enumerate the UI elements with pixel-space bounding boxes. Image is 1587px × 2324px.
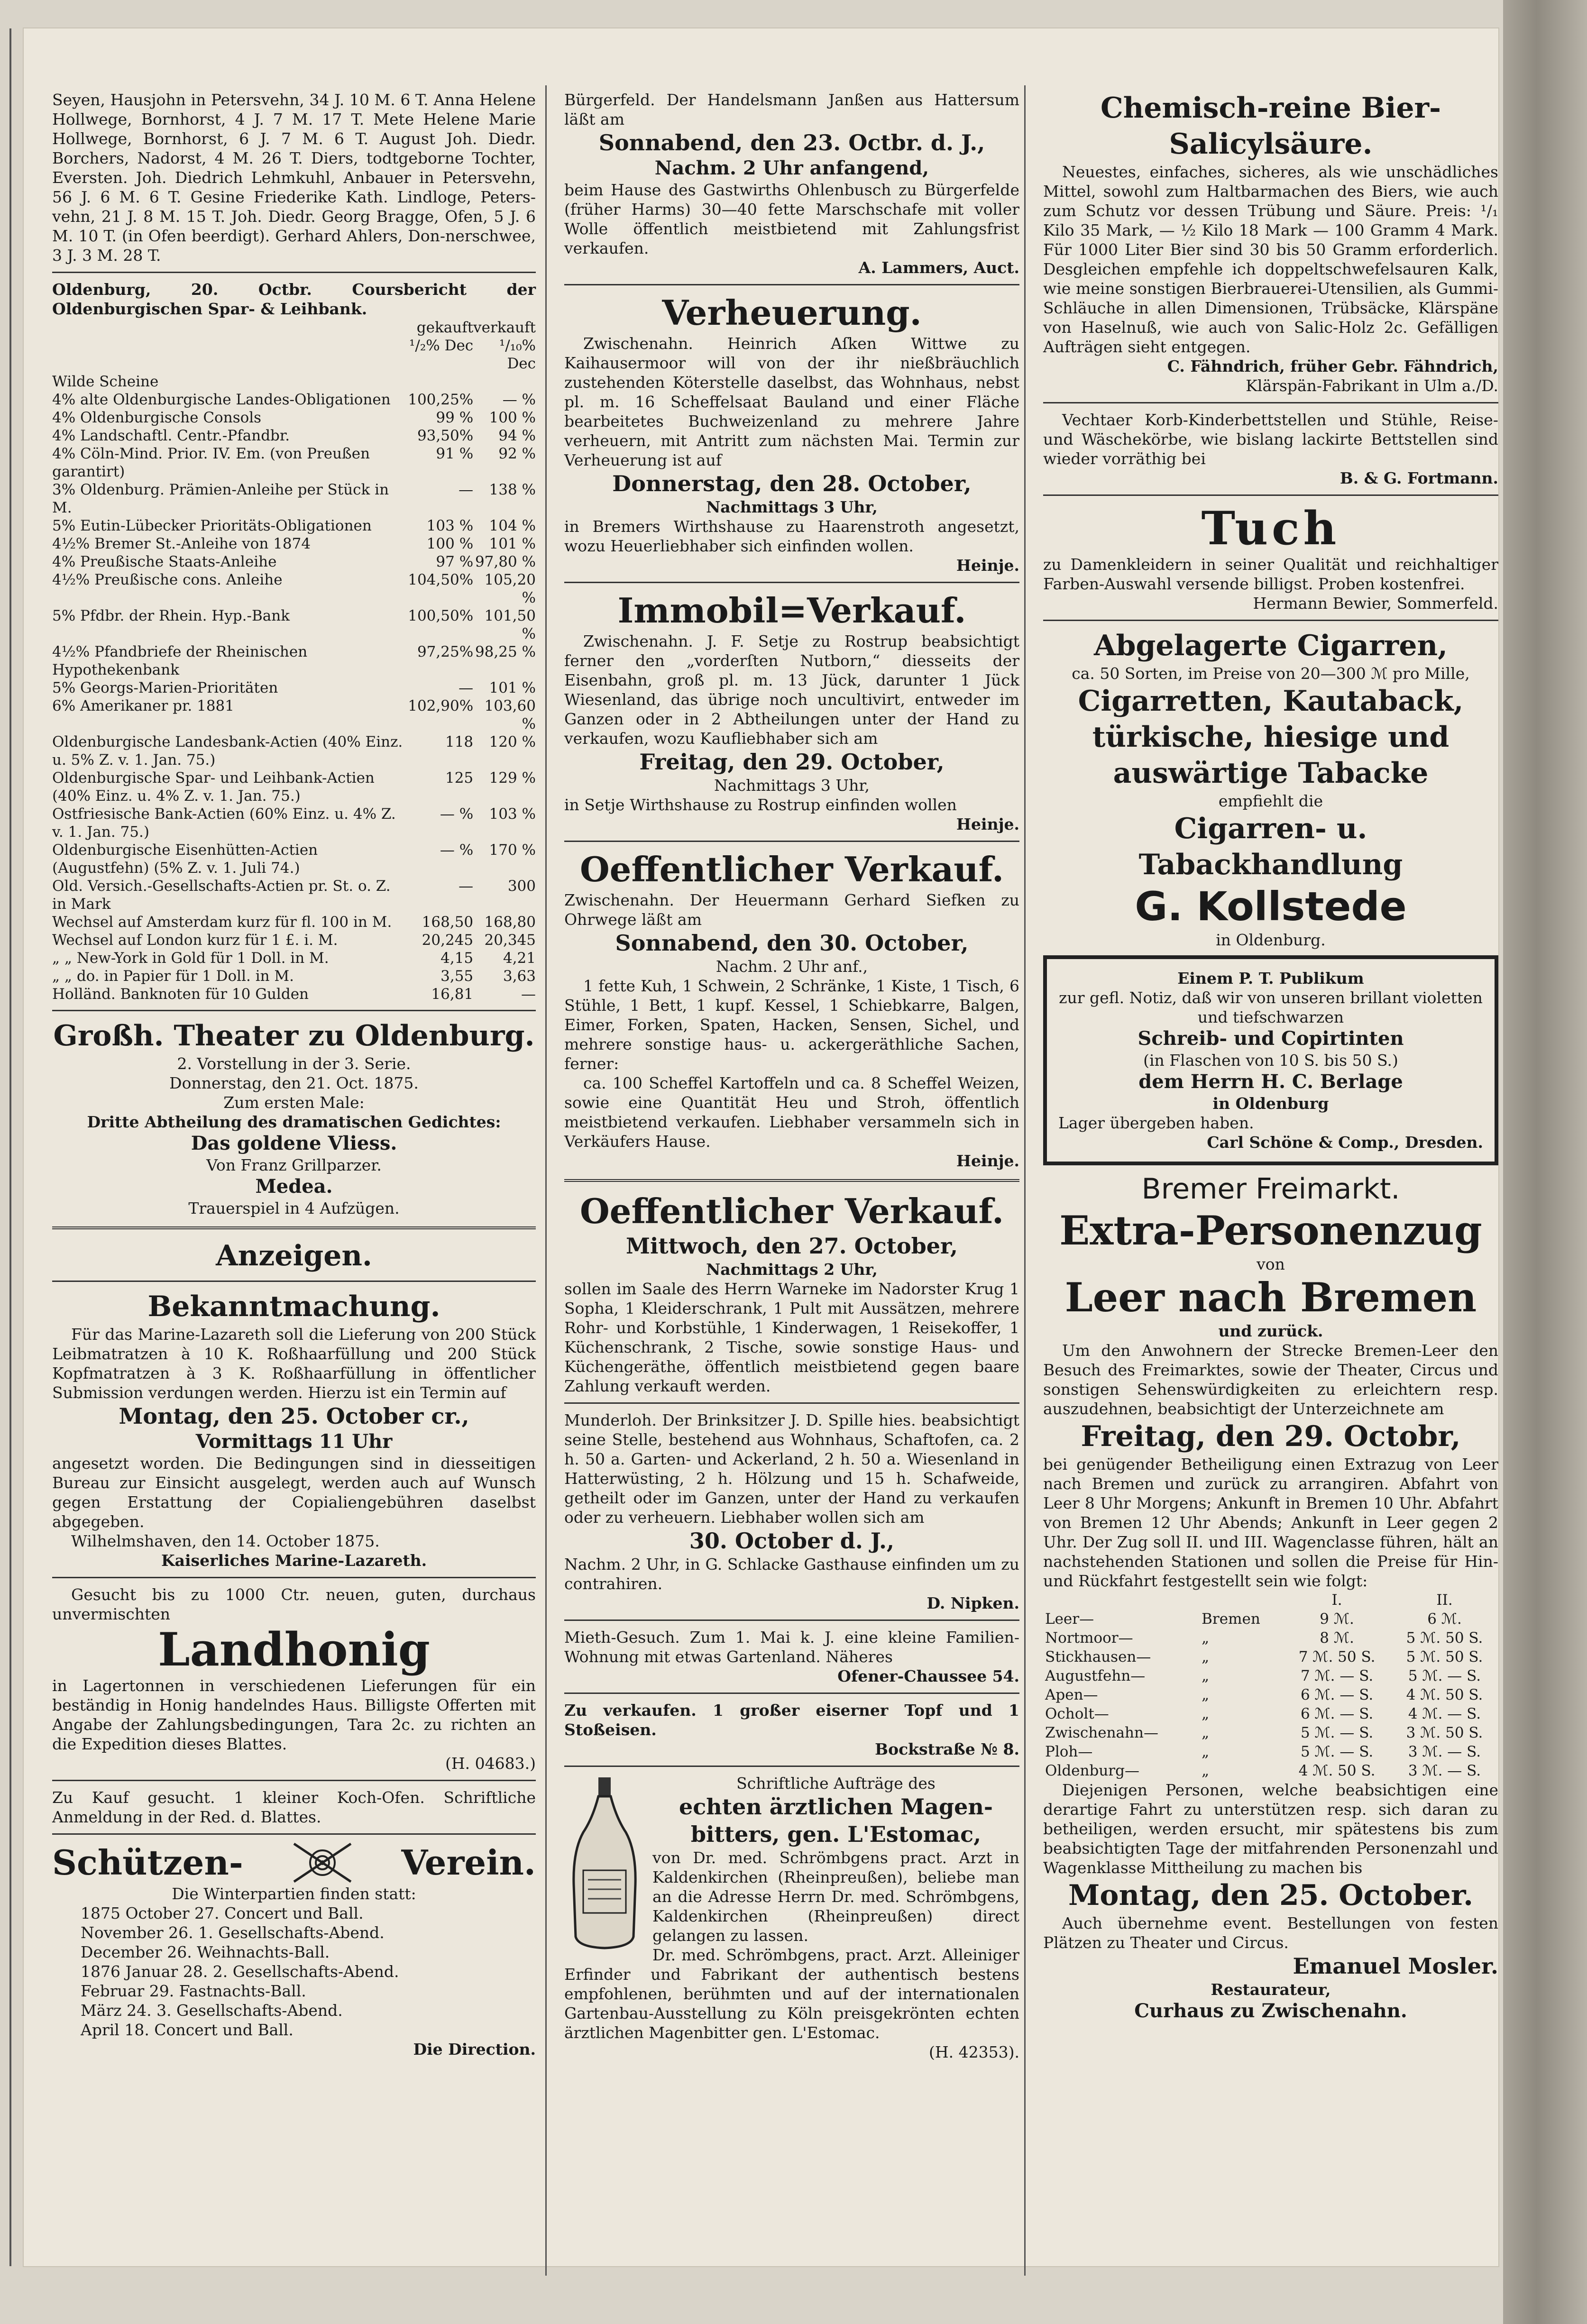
rates-cell-sell: 20,345	[484, 932, 536, 949]
rates-cell-name: 4½% Bremer St.-Anleihe von 1874	[52, 535, 311, 552]
fare-cell: 4 ℳ. — S.	[1408, 1705, 1481, 1722]
fare-cell: 5 ℳ. 50 S.	[1406, 1629, 1483, 1647]
theater-line: Zum ersten Male:	[223, 1093, 365, 1112]
theater-play: Das goldene Vliess.	[191, 1132, 397, 1154]
mieth-address: Ofener-Chaussee 54.	[837, 1667, 1019, 1685]
immobil-time: Nachmittags 3 Uhr,	[714, 776, 870, 795]
cigarren-line: Cigarren- u. Tabackhandlung	[1138, 812, 1403, 881]
immobil-text2: in Setje Wirthshause zu Rostrup einfinden wollen	[564, 796, 957, 814]
fare-cell: „	[1202, 1705, 1210, 1722]
rates-row	[52, 373, 536, 391]
rates-row	[52, 607, 536, 643]
schuetzen-title-left: Schützen-	[52, 1842, 243, 1883]
vechta-sign: B. & G. Fortmann.	[1339, 469, 1498, 487]
rates-row	[52, 697, 536, 733]
rates-cell-buy: 125	[445, 769, 474, 787]
rates-row	[52, 931, 536, 949]
magenbitter-ad	[564, 1774, 1019, 2062]
binding-rule	[9, 28, 11, 2266]
fare-cell: 5 ℳ. — S.	[1300, 1743, 1374, 1760]
magenbitter-line3: bitters, gen. L'Estomac,	[690, 1821, 982, 1847]
theater-line: Trauerspiel in 4 Aufzügen.	[188, 1199, 400, 1217]
fare-cell: Ocholt—	[1045, 1705, 1109, 1722]
schuetzen-date-item: 1876 Januar 28. 2. Gesellschafts-Abend.	[81, 1962, 399, 1981]
rates-cell-name: Oldenburgische Spar- und Leihbank-Actien (40% Einz. u. 4% Z. v. 1. Jan. 75.)	[52, 769, 375, 805]
fare-cell: 6 ℳ. — S.	[1300, 1705, 1374, 1722]
freimarkt-date: Freitag, den 29. Octobr,	[1081, 1420, 1461, 1453]
rates-cell-name: Old. Versich.-Gesellschafts-Actien pr. St. o. Z. in Mark	[52, 878, 391, 913]
fare-cell: Stickhausen—	[1045, 1648, 1151, 1665]
rates-row	[52, 427, 536, 445]
rates-row	[52, 841, 536, 877]
vechta-text: Vechtaer Korb-Kinderbettstellen und Stühle, Reise- und Wäschekörbe, wie bislang lackirte Bettstellen sind wieder vorräthig bei	[1043, 411, 1498, 468]
freimarkt-von: von	[1257, 1255, 1285, 1273]
fare-row	[1043, 1666, 1498, 1685]
course-heading: Oldenburg, 20. Octbr. Coursbericht der Oldenburgischen Spar- & Leihbank.	[52, 280, 536, 318]
bekanntmachung-text: Für das Marine-Lazareth soll die Lieferung von 200 Stück Leibmatratzen à 10 K. Roßhaarfüllung und 200 Stück Kopfmatratzen à 3 K. Roßhaarfüllung in öffentlicher Submission verdungen werden. Hierzu ist ein Termin auf	[52, 1325, 536, 1402]
rates-row	[52, 877, 536, 913]
rates-cell-buy: —	[459, 679, 474, 696]
schuetzen-header	[52, 1841, 536, 1884]
fare-cell: Ploh—	[1045, 1743, 1093, 1760]
rates-cell-name: 4% Preußische Staats-Anleihe	[52, 553, 277, 570]
chem-text: Neuestes, einfaches, sicheres, als wie unschädliches Mittel, sowohl zum Haltbarmachen des Biers, wie auch zum Schutz vor dessen Trübung und Säure. Preis: ¹/₁ Kilo 35 Mark, — ½ Kilo 18 Mark — 100 Gramm 4 Mark. Für 1000 Liter Bier sind 30 bis 50 Gramm erforderlich. Desgleichen empfehle ich doppeltschwefelsauren Kalk, wie meine sonstigen Bierbrauerei-Utensilien, als Gummi-Schläuche in allen Dimensionen, Trübsäcke, Klärspäne von Haselnuß, wie auch von Salic-Holz 2c. Gefälligen Aufträgen sieht entgegen.	[1043, 163, 1498, 356]
buergerfeld-head: Bürgerfeld. Der Handelsmann Janßen aus Hattersum läßt am	[564, 91, 1019, 128]
rates-cell-sell: 101 %	[489, 679, 536, 696]
rates-cell-name: Wilde Scheine	[52, 373, 159, 390]
honey-text: in Lagertonnen in verschiedenen Lieferungen für ein beständig in Honig handelndes Haus. Billigste Offerten mit Angabe der Zahlungsbedingungen, Tara 2c. zu richten an die Expedition dieses Blattes.	[52, 1676, 536, 1753]
rates-cell-name: 5% Pfdbr. der Rhein. Hyp.-Bank	[52, 607, 290, 624]
crossed-rifles-target-icon	[289, 1841, 356, 1884]
rates-cell-name: 5% Eutin-Lübecker Prioritäts-Obligationen	[52, 517, 372, 534]
munderloh-date: 30. October d. J.,	[689, 1528, 895, 1554]
fare-header	[1043, 1591, 1200, 1610]
rates-cell-name: „ „ New-York in Gold für 1 Doll. in M.	[52, 950, 329, 967]
rates-cell-buy: 93,50%	[417, 427, 474, 444]
verkauf-date: Sonnabend, den 30. October,	[615, 930, 969, 956]
verkauf-items2: ca. 100 Scheffel Kartoffeln und ca. 8 Scheffel Weizen, sowie eine Quantität Heu und Stroh, öffentlich meistbietend verkaufen. Liebhaber versammeln sich in Verkäufers Hause.	[564, 1074, 1019, 1151]
buergerfeld-date: Sonnabend, den 23. Octbr. d. J.,	[598, 130, 985, 156]
schuetzen-sub: Die Winterpartien finden statt:	[172, 1885, 416, 1903]
cigarren-line: auswärtige Tabacke	[1113, 757, 1429, 790]
tinten-line: Einem P. T. Publikum	[1177, 969, 1364, 988]
rates-row	[52, 391, 536, 409]
fare-cell: 7 ℳ. — S.	[1300, 1667, 1374, 1684]
theater-play: Medea.	[255, 1175, 333, 1198]
fare-cell: 5 ℳ. — S.	[1300, 1724, 1374, 1741]
verkauf2-time: Nachmittags 2 Uhr,	[706, 1260, 878, 1279]
freimarkt-sign: Restaurateur,	[1211, 1980, 1331, 1999]
rates-cell-buy: 4,15	[440, 950, 474, 967]
bekanntmachung-text2: angesetzt worden. Die Bedingungen sind in diesseitigen Bureau zur Einsicht ausgelegt, werden auch auf Wunsch gegen Erstattung der Copialiengebühren daselbst abgegeben.	[52, 1454, 536, 1531]
anzeigen-heading: Anzeigen.	[216, 1239, 372, 1272]
rates-cell-buy: —	[459, 878, 474, 895]
immobil-title: Immobil=Verkauf.	[617, 590, 966, 631]
fare-cell: Zwischenahn—	[1045, 1724, 1158, 1741]
fare-row	[1043, 1704, 1498, 1723]
verkauf-sign: Heinje.	[956, 1152, 1019, 1170]
tinten-line: Lager übergeben haben.	[1058, 1114, 1254, 1132]
schuetzen-date-item: Februar 29. Fastnachts-Ball.	[81, 1982, 306, 2000]
verheuerung-sign: Heinje.	[956, 556, 1019, 575]
munderloh-text2: Nachm. 2 Uhr, in G. Schlacke Gasthause einfinden um zu contrahiren.	[564, 1555, 1019, 1593]
rates-row	[52, 985, 536, 1003]
fare-cell: 5 ℳ. — S.	[1408, 1667, 1481, 1684]
theater-line: Dritte Abtheilung des dramatischen Gedichtes:	[87, 1113, 501, 1131]
fare-table	[1043, 1591, 1498, 1780]
schuetzen-date-item: December 26. Weihnachts-Ball.	[81, 1943, 330, 1961]
magenbitter-text: von Dr. med. Schrömbgens pract. Arzt in Kaldenkirchen (Rheinpreußen), beliebe man an die Adresse Herrn Dr. med. Schrömbgens, Kaldenkirchen (Rheinpreußen) direct gelangen zu lassen.	[652, 1848, 1019, 1945]
newspaper-page	[24, 28, 1498, 2266]
immobil-date: Freitag, den 29. October,	[639, 749, 945, 775]
bekanntmachung-title: Bekanntmachung.	[147, 1290, 440, 1323]
theater-title: Großh. Theater zu Oldenburg.	[53, 1019, 535, 1052]
rates-cell-buy: 100 %	[426, 535, 474, 552]
fare-row	[1043, 1647, 1498, 1666]
rates-cell-buy: 102,90%	[408, 697, 474, 714]
rates-row	[52, 967, 536, 985]
fare-cell: 5 ℳ. 50 S.	[1406, 1648, 1483, 1665]
rates-cell-sell: 100 %	[489, 409, 536, 426]
rates-row	[52, 517, 536, 535]
rates-cell-buy: 3,55	[440, 968, 474, 985]
fare-row	[1043, 1685, 1498, 1704]
rates-cell-name: Oldenburgische Landesbank-Actien (40% Einz. u. 5% Z. v. 1. Jan. 75.)	[52, 733, 403, 769]
freimarkt-text4: Auch übernehme event. Bestellungen von festen Plätzen zu Theater und Circus.	[1043, 1914, 1498, 1952]
cigarren-line: ca. 50 Sorten, im Preise von 20—300 ℳ pro Mille,	[1072, 664, 1470, 683]
theater-line: Von Franz Grillparzer.	[206, 1156, 382, 1174]
fare-cell: „	[1202, 1629, 1210, 1647]
zu-verkaufen-text: Zu verkaufen. 1 großer eiserner Topf und 1 Stoßeisen.	[564, 1701, 1019, 1739]
rates-row	[52, 949, 536, 967]
tinten-line: zur gefl. Notiz, daß wir von unseren brillant violetten und tiefschwarzen	[1059, 988, 1483, 1026]
rates-cell-sell: 97,80 %	[475, 553, 536, 570]
rates-cell-name: Holländ. Banknoten für 10 Gulden	[52, 986, 309, 1003]
rates-cell-sell: 170 %	[489, 842, 536, 859]
buergerfeld-time: Nachm. 2 Uhr anfangend,	[654, 157, 929, 179]
rates-cell-sell: 98,25 %	[475, 643, 536, 660]
rates-cell-sell: 103,60 %	[484, 697, 536, 732]
cigarren-line: Cigarretten, Kautaback,	[1078, 685, 1464, 718]
immobil-sign: Heinje.	[956, 815, 1019, 833]
rates-row	[52, 553, 536, 571]
rates-row	[52, 535, 536, 553]
death-notices: Seyen, Hausjohn in Petersvehn, 34 J. 10 M. 6 T. Anna Helene Hollwege, Bornhorst, 4 J. 7 M. 17 T. Mete Helene Marie Hollwege, Bornhorst, 6 J. 7 M. 6 T. August Joh. Diedr. Borchers, Nadorst, 4 M. 26 T. Diers, todtgeborne Tochter, Eversten. Joh. Diedrich Lehmkuhl, Anbauer in Petersvehn, 56 J. 6 M. 6 T. Gesine Friederike Kath. Lindloge, Peters-vehn, 21 J. 8 M. 15 T. Joh. Diedr. Georg Bragge, Ofen, 5 J. 6 M. 10 T. (in Ofen beerdigt). Gerhard Ahlers, Don-nerschwee, 3 J. 3 M. 28 T.	[52, 91, 536, 265]
fare-cell: 4 ℳ. 50 S.	[1298, 1762, 1376, 1779]
freimarkt-text2: bei genügender Betheiligung einen Extrazug von Leer nach Bremen und zurück zu arrangiren. Abfahrt von Leer 8 Uhr Morgens; Ankunft in Bremen 10 Uhr. Abfahrt von Bremen 12 Uhr Abends; Ankunft in Leer gegen 2 Uhr. Der Zug soll II. und III. Wagenclasse führen, hält an nachstehenden Stationen und sollen die Preise für Hin- und Rückfahrt festgestellt sein wie folgt:	[1043, 1455, 1498, 1590]
cigarren-line: türkische, hiesige und	[1092, 721, 1449, 754]
rates-cell-buy: 100,50%	[408, 607, 474, 624]
rates-cell-name: 4% Cöln-Mind. Prior. IV. Em. (von Preußen garantirt)	[52, 445, 370, 480]
rates-cell-buy: 91 %	[436, 445, 474, 462]
mieth-text: Mieth-Gesuch. Zum 1. Mai k. J. eine kleine Familien-Wohnung mit etwas Gartenland. Näheres	[564, 1628, 1019, 1666]
tuch-title: Tuch	[1201, 502, 1340, 555]
schuetzen-sign: Die Direction.	[413, 2040, 536, 2059]
rates-row	[52, 769, 536, 805]
rates-col-buy: gekauft ¹/₂% Dec	[409, 319, 474, 354]
fare-cell: 3 ℳ. — S.	[1408, 1762, 1481, 1779]
rates-cell-sell: 103 %	[489, 805, 536, 823]
fare-cell: 4 ℳ. 50 S.	[1406, 1686, 1483, 1703]
schuetzen-date-item: März 24. 3. Gesellschafts-Abend.	[81, 2001, 343, 2020]
chem-sign2: Klärspän-Fabrikant in Ulm a./D.	[1246, 376, 1498, 395]
verkauf2-text: sollen im Saale des Herrn Warneke im Nadorster Krug 1 Sopha, 1 Kleiderschrank, 1 Pult mit Aussätzen, mehrere Rohr- und Korbstühle, 1 Kinderwagen, 1 Reisekoffer, 1 Küchenschrank, 2 Tische, sowie sonstige Haus- und Küchengeräthe, öffentlich meistbietend gegen baare Zahlung verkauft werden.	[564, 1280, 1019, 1395]
rates-cell-buy: —	[459, 481, 474, 498]
rates-cell-sell: 94 %	[498, 427, 536, 444]
honey-code: (H. 04683.)	[445, 1754, 536, 1773]
freimarkt-title: Bremer Freimarkt.	[1141, 1172, 1400, 1206]
bekanntmachung-date: Montag, den 25. October cr.,	[119, 1403, 469, 1429]
rates-row	[52, 733, 536, 769]
fare-cell: Leer—	[1045, 1610, 1094, 1628]
fare-cell: „	[1202, 1667, 1210, 1684]
rates-row	[52, 805, 536, 841]
rates-cell-buy: — %	[440, 805, 474, 823]
buergerfeld-text: beim Hause des Gastwirths Ohlenbusch zu Bürgerfelde (früher Harms) 30—40 fette Marschschafe mit voller Wolle öffentlich meistbietend mit Zahlungsfrist verkaufen.	[564, 181, 1019, 257]
verheuerung-time: Nachmittags 3 Uhr,	[706, 498, 878, 516]
rates-cell-name: „ „ do. in Papier für 1 Doll. in M.	[52, 968, 294, 985]
tinten-line: dem Herrn H. C. Berlage	[1138, 1071, 1403, 1093]
magenbitter-line2: echten ärztlichen Magen-	[679, 1794, 993, 1820]
rates-cell-buy: 20,245	[422, 932, 474, 949]
freimarkt-sign: Emanuel Mosler.	[1293, 1953, 1498, 1979]
rates-cell-buy	[408, 373, 473, 391]
fare-cell: „	[1202, 1762, 1210, 1779]
rates-cell-name: 6% Amerikaner pr. 1881	[52, 697, 235, 714]
rates-cell-name: Wechsel auf Amsterdam kurz für fl. 100 in M.	[52, 914, 392, 931]
column-1	[52, 90, 536, 2059]
rates-cell-sell: 101 %	[489, 535, 536, 552]
munderloh-sign: D. Nipken.	[927, 1594, 1019, 1612]
verkauf-items: 1 fette Kuh, 1 Schwein, 2 Schränke, 1 Kiste, 1 Tisch, 6 Stühle, 1 Bett, 1 kupf. Kessel, 1 Schiebkarre, Balgen, Eimer, Forken, Spaten, Hacken, Sensen, Sichel, und mehrere sonstige haus- u. ackergeräthliche Sachen, ferner:	[564, 977, 1019, 1073]
rates-cell-name: 4% Landschaftl. Centr.-Pfandbr.	[52, 427, 290, 444]
verkauf2-date: Mittwoch, den 27. October,	[626, 1233, 958, 1259]
rates-cell-buy: 118	[445, 733, 474, 750]
rates-cell-name: 4% alte Oldenburgische Landes-Obligationen	[52, 391, 391, 408]
fare-cell: „	[1202, 1648, 1210, 1665]
rates-cell-name: 3% Oldenburg. Prämien-Anleihe per Stück in M.	[52, 481, 389, 516]
rates-cell-name: 4% Oldenburgische Consols	[52, 409, 262, 426]
cigarren-title: Abgelagerte Cigarren,	[1093, 629, 1448, 662]
bekanntmachung-time: Vormittags 11 Uhr	[195, 1430, 393, 1453]
chem-sign: C. Fähndrich, früher Gebr. Fähndrich,	[1167, 357, 1498, 375]
fare-cell: 7 ℳ. 50 S.	[1298, 1648, 1376, 1665]
fare-cell: Bremen	[1202, 1610, 1260, 1628]
rates-cell-buy: 99 %	[436, 409, 474, 426]
freimarkt-sign: Curhaus zu Zwischenahn.	[1134, 2000, 1407, 2022]
rates-cell-buy: 104,50%	[408, 571, 474, 588]
verheuerung-text2: in Bremers Wirthshause zu Haarenstroth angesetzt, wozu Heuerliebhaber sich einfinden wollen.	[564, 517, 1019, 555]
page-edge	[1503, 0, 1587, 2324]
rates-row	[52, 445, 536, 481]
rates-cell-sell: 3,63	[503, 968, 536, 985]
fare-header: I.	[1331, 1592, 1342, 1609]
rates-row	[52, 409, 536, 427]
rates-row	[52, 571, 536, 607]
fare-row	[1043, 1610, 1498, 1629]
freimarkt-zurueck: und zurück.	[1218, 1322, 1323, 1340]
rates-cell-sell: 300	[507, 878, 536, 895]
fare-header: II.	[1436, 1592, 1453, 1609]
tuch-text: zu Damenkleidern in seiner Qualität und reichhaltiger Farben-Auswahl versende billigst. Proben kostenfrei.	[1043, 555, 1498, 593]
rates-cell-name: Ostfriesische Bank-Actien (60% Einz. u. 4% Z. v. 1. Jan. 75.)	[52, 805, 396, 841]
schuetzen-title-right: Verein.	[401, 1842, 536, 1883]
fare-cell: 6 ℳ.	[1427, 1610, 1462, 1628]
schuetzen-date-item: November 26. 1. Gesellschafts-Abend.	[81, 1923, 385, 1942]
kauf-gesucht: Zu Kauf gesucht. 1 kleiner Koch-Ofen. Schriftliche Anmeldung in der Red. d. Blattes.	[52, 1788, 536, 1826]
schuetzen-dates	[52, 1903, 536, 2040]
chem-title: Chemisch-reine Bier-Salicylsäure.	[1100, 91, 1441, 161]
fare-cell: 6 ℳ. — S.	[1300, 1686, 1374, 1703]
zu-verkaufen-address: Bockstraße № 8.	[875, 1740, 1019, 1758]
tuch-sign: Hermann Bewier, Sommerfeld.	[1253, 594, 1498, 613]
schuetzen-date-item: 1875 October 27. Concert und Ball.	[81, 1904, 364, 1922]
fare-row	[1043, 1723, 1498, 1742]
rates-cell-sell: 168,80	[484, 914, 536, 931]
cigarren-city: in Oldenburg.	[1216, 931, 1326, 949]
bekanntmachung-place: Wilhelmshaven, den 14. October 1875.	[71, 1532, 380, 1550]
fare-cell: Nortmoor—	[1045, 1629, 1133, 1647]
rates-cell-name: 4½% Pfandbriefe der Rheinischen Hypothekenbank	[52, 643, 308, 678]
fare-cell: „	[1202, 1724, 1210, 1741]
rates-cell-sell: 138 %	[489, 481, 536, 498]
verheuerung-text: Zwischenahn. Heinrich Aſken Wittwe zu Kaihausermoor will von der ihr nießbräuchlich zustehenden Köterstelle daselbst, das Wohnhaus, nebst pl. m. 16 Scheffelsaat Bauland und einer Fläche bearbeitetes Buchweizenland zu mehrere Jahre verheuern, mit Antritt zum nächsten Mai. Termin zur Verheuerung ist auf	[564, 334, 1019, 469]
fare-cell: 3 ℳ. — S.	[1408, 1743, 1481, 1760]
rates-cell-sell: —	[521, 986, 536, 1003]
fare-cell: „	[1202, 1686, 1210, 1703]
rates-cell-sell: 104 %	[489, 517, 536, 534]
rates-col-sell: verkauft ¹/₁₀% Dec	[473, 319, 536, 372]
fare-cell: 3 ℳ. 50 S.	[1406, 1724, 1483, 1741]
honey-title: Landhonig	[158, 1623, 430, 1676]
verkauf-title: Oeffentlicher Verkauf.	[579, 849, 1004, 889]
immobil-text: Zwischenahn. J. F. Setje zu Rostrup beabsichtigt ferner den „vorderſten Nutborn,“ diesseits der Eisenbahn, groß pl. m. 13 Jück, darunter 1 Jück Wiesenland, das übrige noch uncultivirt, entweder im Ganzen oder in 2 Abtheilungen unter der Hand zu verkaufen, wozu Kaufliebhaber sich am	[564, 632, 1019, 748]
rates-cell-name: 5% Georgs-Marien-Prioritäten	[52, 679, 278, 696]
bottle-icon	[564, 1775, 645, 1951]
magenbitter-line1: Schriftliche Aufträge des	[736, 1774, 936, 1793]
fare-cell: Oldenburg—	[1045, 1762, 1139, 1779]
buergerfeld-sign: A. Lammers, Auct.	[858, 258, 1019, 277]
rates-cell-buy: — %	[440, 842, 474, 859]
rates-cell-sell: 120 %	[489, 733, 536, 750]
rates-row	[52, 913, 536, 931]
rates-cell-buy: 168,50	[422, 914, 474, 931]
cigarren-line: empfiehlt die	[1218, 792, 1323, 810]
tinten-ad	[1043, 955, 1498, 1165]
fare-row	[1043, 1761, 1498, 1780]
fare-cell: Apen—	[1045, 1686, 1098, 1703]
column-2	[564, 90, 1019, 2062]
honey-intro: Gesucht bis zu 1000 Ctr. neuen, guten, durchaus unvermischten	[52, 1585, 536, 1623]
fare-row	[1043, 1629, 1498, 1647]
rates-row	[52, 481, 536, 517]
freimarkt-date2: Montag, den 25. October.	[1068, 1879, 1473, 1912]
rates-table	[52, 319, 536, 1003]
rates-cell-sell: 4,21	[503, 950, 536, 967]
schuetzen-date-item: April 18. Concert und Ball.	[81, 2021, 294, 2039]
bekanntmachung-sign: Kaiserliches Marine-Lazareth.	[161, 1551, 427, 1570]
magenbitter-code: (H. 42353).	[929, 2043, 1019, 2061]
rates-cell-sell: 101,50 %	[484, 607, 536, 642]
freimarkt-route: Leer nach Bremen	[1064, 1274, 1477, 1321]
cigarren-firm: G. Kollstede	[1135, 883, 1407, 930]
theater-line: Donnerstag, den 21. Oct. 1875.	[169, 1074, 419, 1092]
fare-header	[1200, 1591, 1283, 1610]
freimarkt-text3: Diejenigen Personen, welche beabsichtigen eine derartige Fahrt zu unterstützen resp. sich daran zu betheiligen, werden ersucht, mir spätestens bis zum beabsichtigten Tage der mitfahrenden Personenzahl und Wagenklasse Mittheilung zu machen bis	[1043, 1781, 1498, 1877]
munderloh-text: Munderloh. Der Brinksitzer J. D. Spille hies. beabsichtigt seine Stelle, bestehend aus Wohnhaus, Schaftofen, ca. 2 h. 50 a. Garten- und Ackerland, 2 h. 50 a. Wiesenland in Hatterwüsting, 2 h. Hölzung und 15 h. Schafweide, getheilt oder im Ganzen, unter der Hand zu verkaufen oder zu verheuern. Liebhaber wollen sich am	[564, 1411, 1019, 1527]
magenbitter-text2: Dr. med. Schrömbgens, pract. Arzt. Alleiniger Erfinder und Fabrikant der authentisch bestens empfohlenen, berühmten und auf der internationalen Gartenbau-Ausstellung zu Köln preisgekrönten echten ärztlichen Magenbitter gen. L'Estomac.	[564, 1946, 1019, 2042]
rates-cell-buy: 97,25%	[417, 643, 474, 660]
rates-cell-sell	[473, 373, 536, 391]
column-rule	[1024, 85, 1026, 2276]
tinten-line: Schreib- und Copirtinten	[1138, 1027, 1404, 1050]
fare-cell: 8 ℳ.	[1320, 1629, 1354, 1647]
freimarkt-extrazug: Extra-Personenzug	[1059, 1207, 1482, 1254]
column-rule	[545, 85, 547, 2276]
tinten-line: (in Flaschen von 10 S. bis 50 S.)	[1143, 1051, 1398, 1070]
rates-cell-buy: 103 %	[426, 517, 474, 534]
tinten-line: in Oldenburg	[1212, 1094, 1329, 1113]
rates-cell-buy: 16,81	[431, 986, 474, 1003]
column-3	[1043, 90, 1498, 2023]
rates-cell-sell: — %	[502, 391, 536, 408]
theater-line: 2. Vorstellung in der 3. Serie.	[177, 1054, 411, 1073]
freimarkt-text: Um den Anwohnern der Strecke Bremen-Leer den Besuch des Freimarktes, sowie der Theater, Circus und sonstigen Sehenswürdigkeiten zu erleichtern resp. auszudehnen, beabsichtigt der Unterzeichnete am	[1043, 1341, 1498, 1418]
verheuerung-date: Donnerstag, den 28. October,	[612, 471, 972, 496]
rates-row	[52, 679, 536, 697]
rates-cell-buy: 100,25%	[408, 391, 474, 408]
rates-cell-name: Wechsel auf London kurz für 1 £. i. M.	[52, 932, 338, 949]
verkauf2-title: Oeffentlicher Verkauf.	[579, 1191, 1004, 1231]
fare-row	[1043, 1742, 1498, 1761]
fare-cell: 9 ℳ.	[1320, 1610, 1354, 1628]
rates-row	[52, 643, 536, 679]
rates-cell-sell: 129 %	[489, 769, 536, 787]
rates-cell-sell: 92 %	[498, 445, 536, 462]
tinten-sign: Carl Schöne & Comp., Dresden.	[1207, 1133, 1483, 1152]
rates-cell-sell: 105,20 %	[484, 571, 536, 606]
verheuerung-title: Verheuerung.	[662, 293, 922, 333]
rates-cell-buy: 97 %	[436, 553, 474, 570]
fare-cell: Augustfehn—	[1045, 1667, 1146, 1684]
rates-cell-name: Oldenburgische Eisenhütten-Actien (Augustfehn) (5% Z. v. 1. Juli 74.)	[52, 842, 318, 877]
verkauf-text: Zwischenahn. Der Heuermann Gerhard Siefken zu Ohrwege läßt am	[564, 891, 1019, 929]
fare-cell: „	[1202, 1743, 1210, 1760]
verkauf-time: Nachm. 2 Uhr anf.,	[716, 957, 868, 976]
rates-cell-name: 4½% Preußische cons. Anleihe	[52, 571, 283, 588]
